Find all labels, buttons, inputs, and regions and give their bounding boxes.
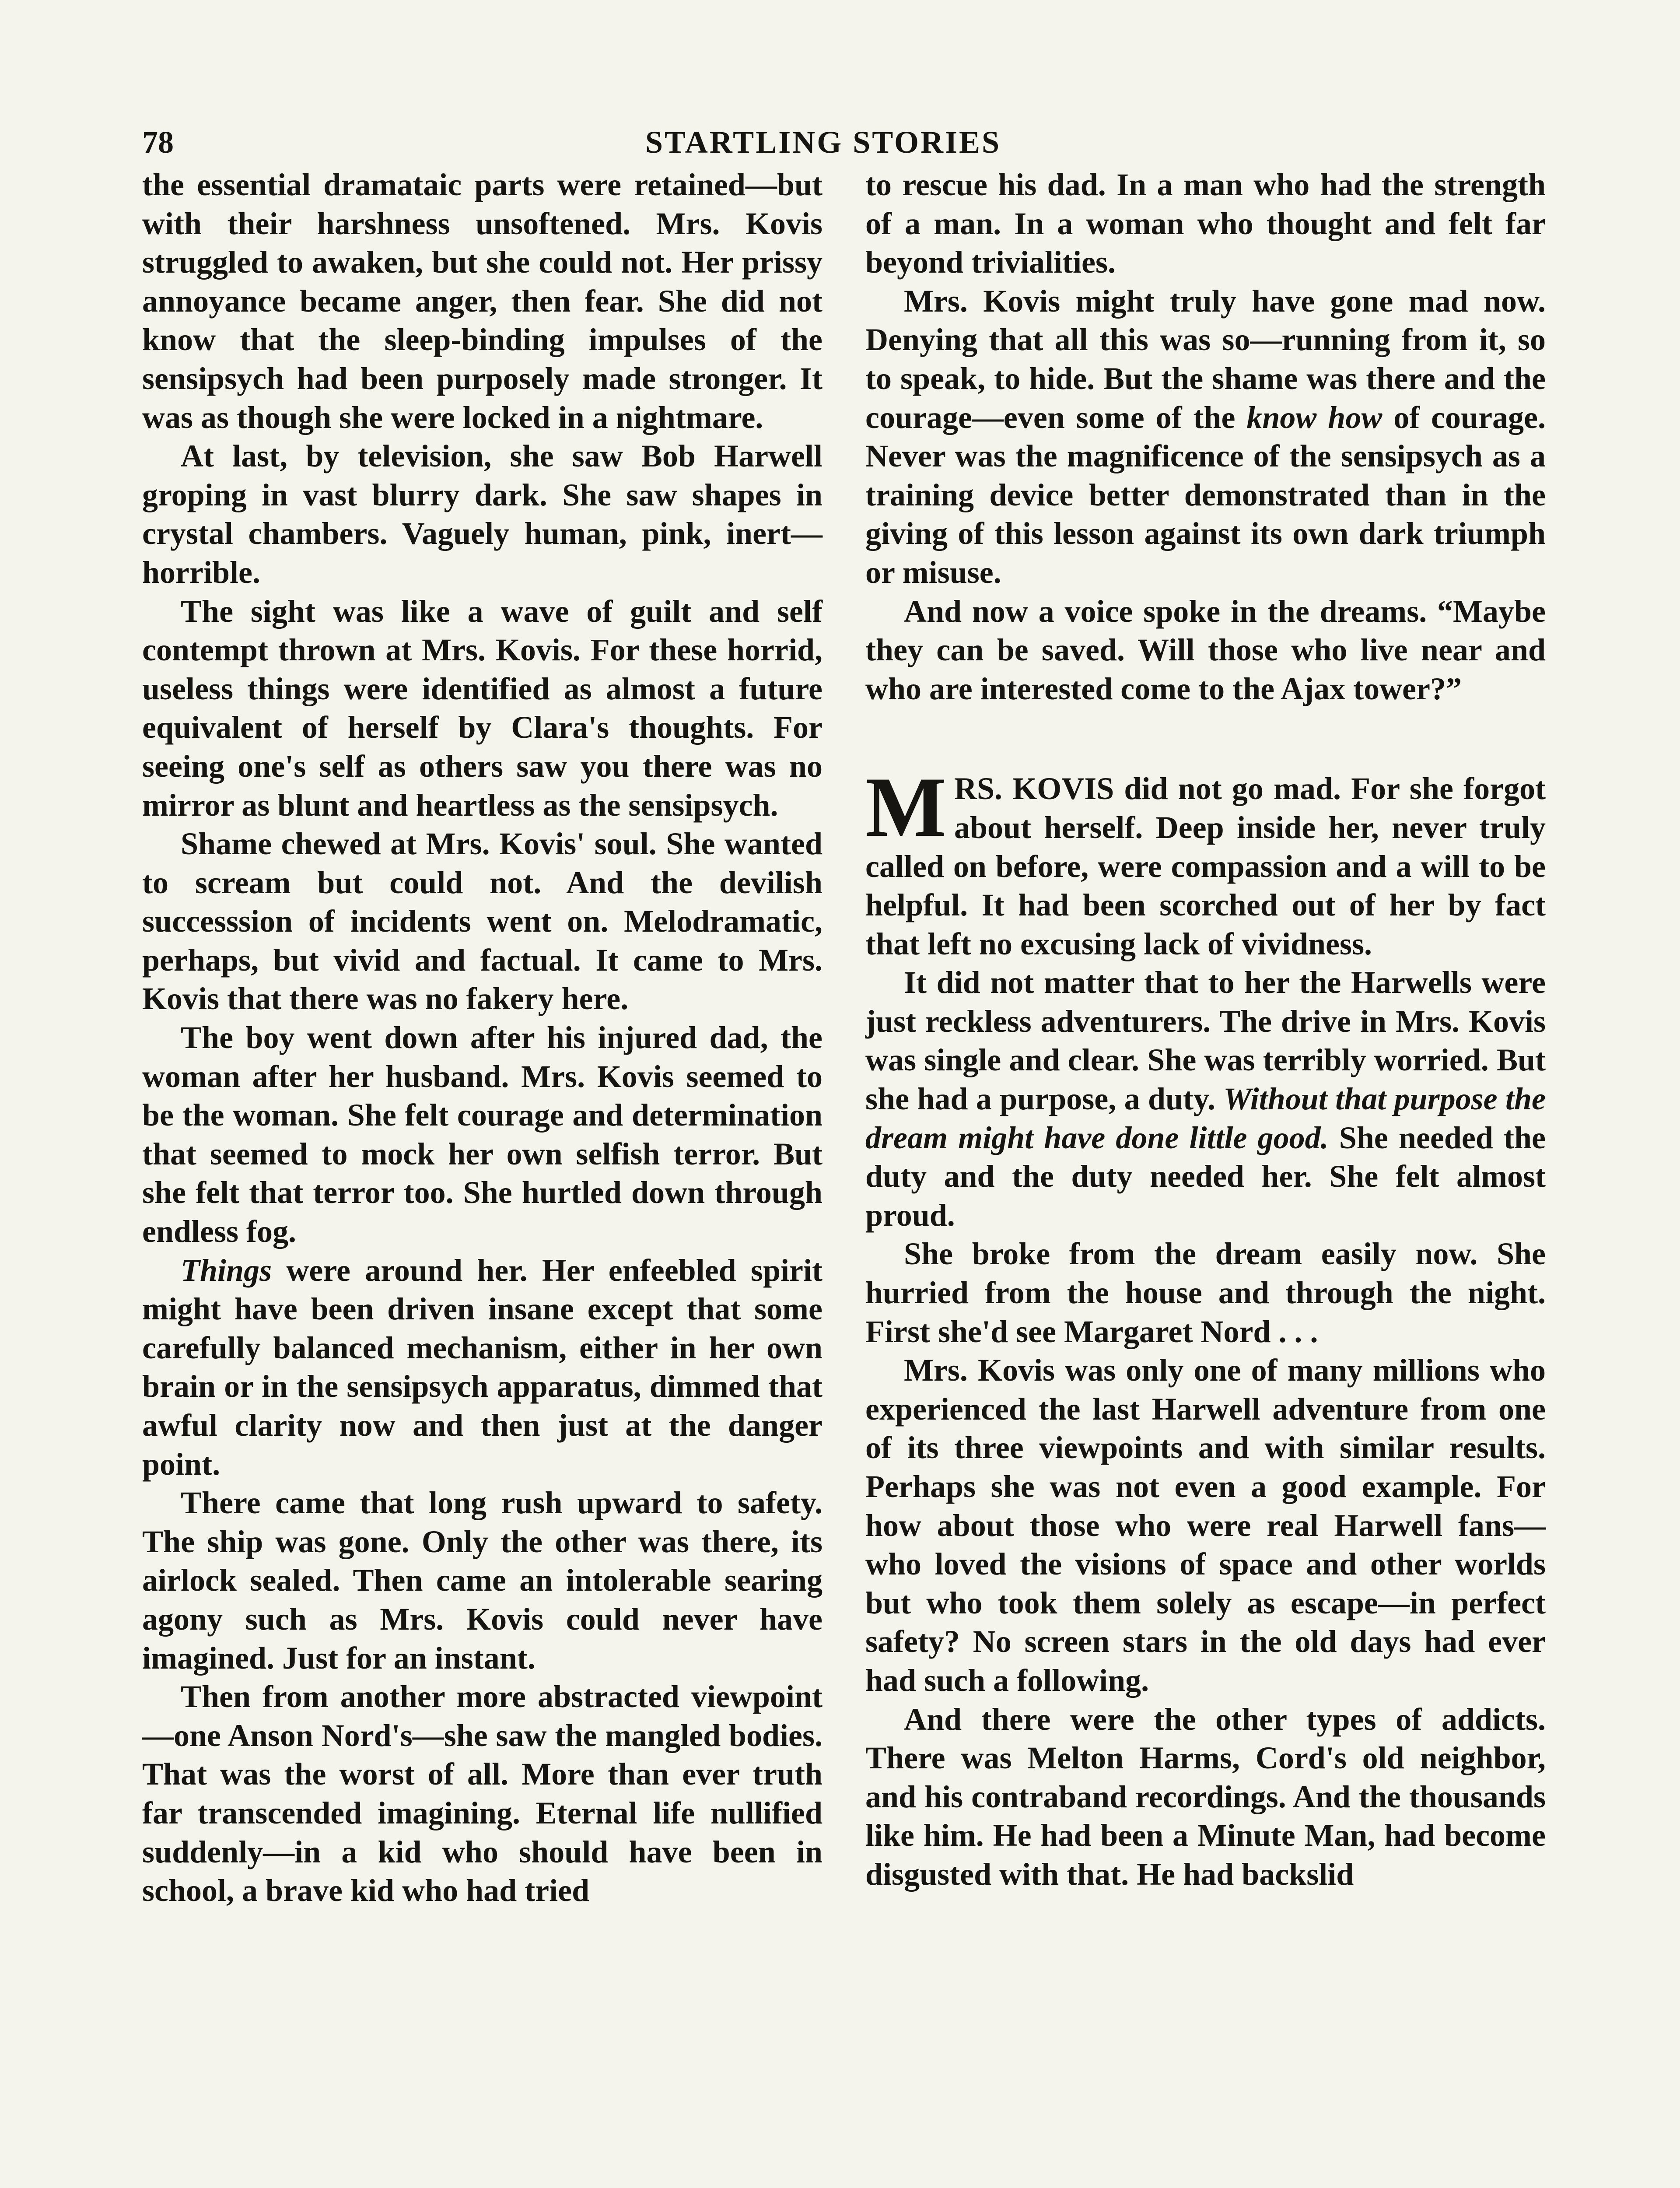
paragraph: And there were the other types of addicts. There was Melton Harms, Cord's old neighbor, and his contraband recordings. And the thousands like him. He had been a Minute Man, had become disgusted with that. He had backslid <box>865 1701 1546 1892</box>
section-opening-paragraph: MRS. KOVIS did not go mad. For she forgot about herself. Deep inside her, never truly called on before, were compassion and a will to be helpful. It had been scorched out of her by fact that left no excusing lack of vividness. <box>865 760 1546 961</box>
paragraph: There came that long rush upward to safety. The ship was gone. Only the other was there, its airlock sealed. Then came an intolerable searing agony such as Mrs. Kovis could never have imagined. Just for an instant. <box>142 1485 822 1676</box>
paragraph: And now a voice spoke in the dreams. “Maybe they can be saved. Will those who live near and who are interested come to the Ajax tower?” <box>865 593 1546 706</box>
paragraph: She broke from the dream easily now. She hurried from the house and through the night. First she'd see Margaret Nord . . . <box>865 1236 1546 1349</box>
paragraph: the essential dramataic parts were retained—but with their harshness unsoftened. Mrs. Kovis struggled to awaken, but she could not. Her prissy annoyance became anger, then fear. She did not know that the sleep-binding impulses of the sensipsych had been purposely made stronger. It was as though she were locked in a nightmare. <box>142 167 822 435</box>
paragraph: to rescue his dad. In a man who had the strength of a man. In a woman who thought and felt far beyond trivialities. <box>865 167 1546 280</box>
page-header <box>142 120 1538 164</box>
drop-cap: M <box>865 760 946 855</box>
left-column <box>142 165 822 1910</box>
magazine-title: STARTLING STORIES <box>645 125 1001 160</box>
paragraph: At last, by television, she saw Bob Harwell groping in vast blurry dark. She saw shapes in crystal chambers. Vaguely human, pink, inert—horrible. <box>142 438 822 590</box>
paragraph: Things were around her. Her enfeebled spirit might have been driven insane except that some carefully balanced mechanism, either in her own brain or in the sensipsych apparatus, dimmed that awful clarity now and then just at the danger point. <box>142 1252 822 1482</box>
paragraph: It did not matter that to her the Harwells were just reckless adventurers. The drive in Mrs. Kovis was single and clear. She was terribly worried. But she had a purpose, a duty. Without that purpose the dream might have done little good. She needed the duty and the duty needed her. She felt almost proud. <box>865 965 1546 1233</box>
right-column <box>865 165 1546 1894</box>
italic-emphasis: know how <box>1246 400 1382 435</box>
paragraph: Mrs. Kovis might truly have gone mad now. Denying that all this was so—running from it, so to speak, to hide. But the shame was there and the courage—even some of the know how of courage. Never was the magnificence of the sensipsych as a training device better demonstrated than in the giving of this lesson against its own dark triumph or misuse. <box>865 283 1546 590</box>
italic-emphasis: Without that purpose the dream might have done little good. <box>865 1081 1546 1155</box>
italic-emphasis: Things <box>181 1252 272 1288</box>
paragraph: Then from another more abstracted viewpoint—one Anson Nord's—she saw the mangled bodies. That was the worst of all. More than ever truth far transcended imagining. Eternal life nullified suddenly—in a kid who should have been in school, a brave kid who had tried <box>142 1679 822 1908</box>
page-number: 78 <box>142 125 174 160</box>
paragraph: Shame chewed at Mrs. Kovis' soul. She wanted to scream but could not. And the devilish successsion of incidents went on. Melodramatic, perhaps, but vivid and factual. It came to Mrs. Kovis that there was no fakery here. <box>142 826 822 1017</box>
paragraph: The sight was like a wave of guilt and self contempt thrown at Mrs. Kovis. For these horrid, useless things were identified as almost a future equivalent of herself by Clara's thoughts. For seeing one's self as others saw you there was no mirror as blunt and heartless as the sensipsych. <box>142 593 822 823</box>
paragraph: Mrs. Kovis was only one of many millions who experienced the last Harwell adventure from one of its three viewpoints and with similar results. Perhaps she was not even a good example. For how about those who were real Harwell fans—who loved the visions of space and other worlds but who took them solely as escape—in perfect safety? No screen stars in the old days had ever had such a following. <box>865 1353 1546 1698</box>
paragraph: The boy went down after his injured dad, the woman after her husband. Mrs. Kovis seemed to be the woman. She felt courage and determination that seemed to mock her own selfish terror. But she felt that terror too. She hurtled down through endless fog. <box>142 1020 822 1249</box>
